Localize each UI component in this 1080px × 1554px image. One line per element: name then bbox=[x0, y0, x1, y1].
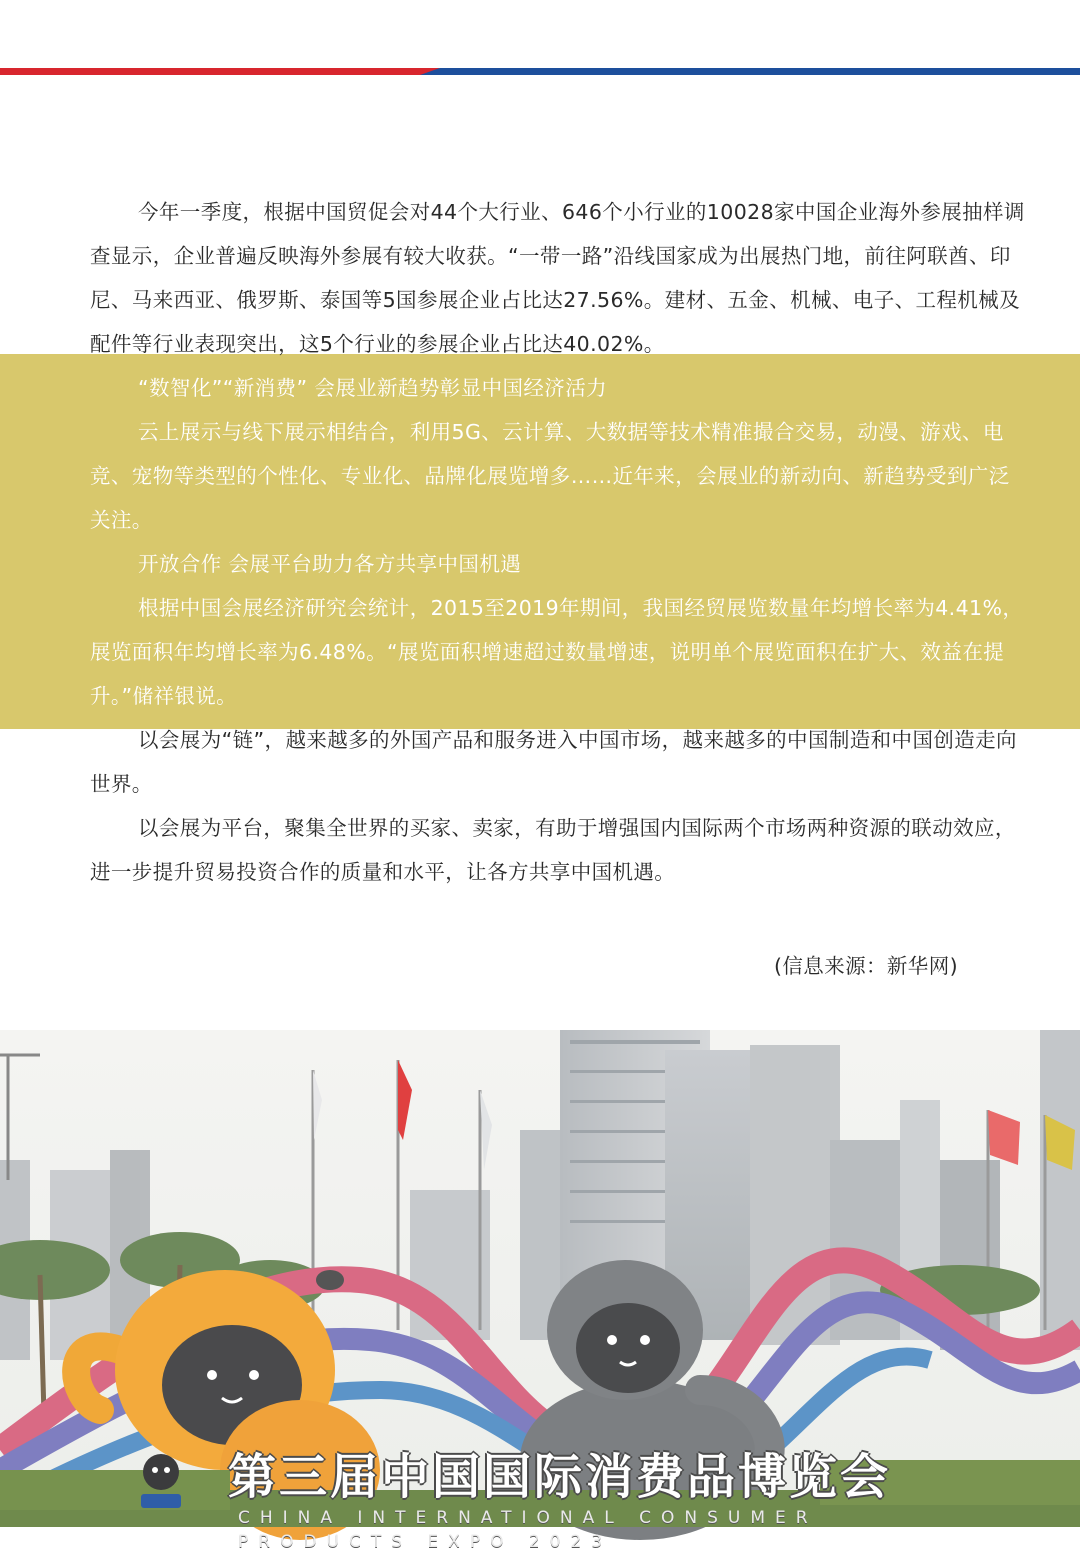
paragraph-statistics: 根据中国会展经济研究会统计，2015至2019年期间，我国经贸展览数量年均增长率为4.41%，展览面积年均增长率为6.48%。“展览面积增速超过数量增速，说明单个展览面积在扩大、效益在提升。”储祥银说。 bbox=[90, 596, 1024, 708]
header-bar-red bbox=[0, 68, 440, 75]
paragraph-chain: 以会展为“链”，越来越多的外国产品和服务进入中国市场，越来越多的中国制造和中国创造走向世界。 bbox=[90, 728, 1017, 796]
expo-title: 第三届中国国际消费品博览会 bbox=[228, 1449, 892, 1505]
section-heading-open-cooperation: 开放合作 会展平台助力各方共享中国机遇 bbox=[138, 552, 522, 576]
paragraph-platform: 以会展为平台，聚集全世界的买家、卖家，有助于增强国内国际两个市场两种资源的联动效应，进一步提升贸易投资合作的质量和水平，让各方共享中国机遇。 bbox=[90, 816, 1016, 884]
header-bar-blue bbox=[420, 68, 1080, 75]
source-credit: (信息来源：新华网) bbox=[774, 954, 958, 978]
section-heading-digital: “数智化”“新消费” 会展业新趋势彰显中国经济活力 bbox=[138, 376, 607, 400]
header-color-bar bbox=[0, 68, 1080, 75]
paragraph-survey: 今年一季度，根据中国贸促会对44个大行业、646个小行业的10028家中国企业海外参展抽样调查显示，企业普遍反映海外参展有较大收获。“一带一路”沿线国家成为出展热门地，前往阿联酋、印尼、马来西亚、俄罗斯、泰国等5国参展企业占比达27.56%。建材、五金、机械、电子、工程机械及配件等行业表现突出，这5个行业的参展企业占比达40.02%。 bbox=[90, 200, 1025, 356]
expo-subtitle: CHINA INTERNATIONAL CONSUMER PRODUCTS EXPO 2023 bbox=[238, 1508, 818, 1552]
expo-logo-icon bbox=[135, 1450, 187, 1512]
article-body bbox=[90, 190, 1026, 894]
paragraph-trends: 云上展示与线下展示相结合，利用5G、云计算、大数据等技术精准撮合交易，动漫、游戏、电竞、宠物等类型的个性化、专业化、品牌化展览增多……近年来，会展业的新动向、新趋势受到广泛关注。 bbox=[90, 420, 1010, 532]
